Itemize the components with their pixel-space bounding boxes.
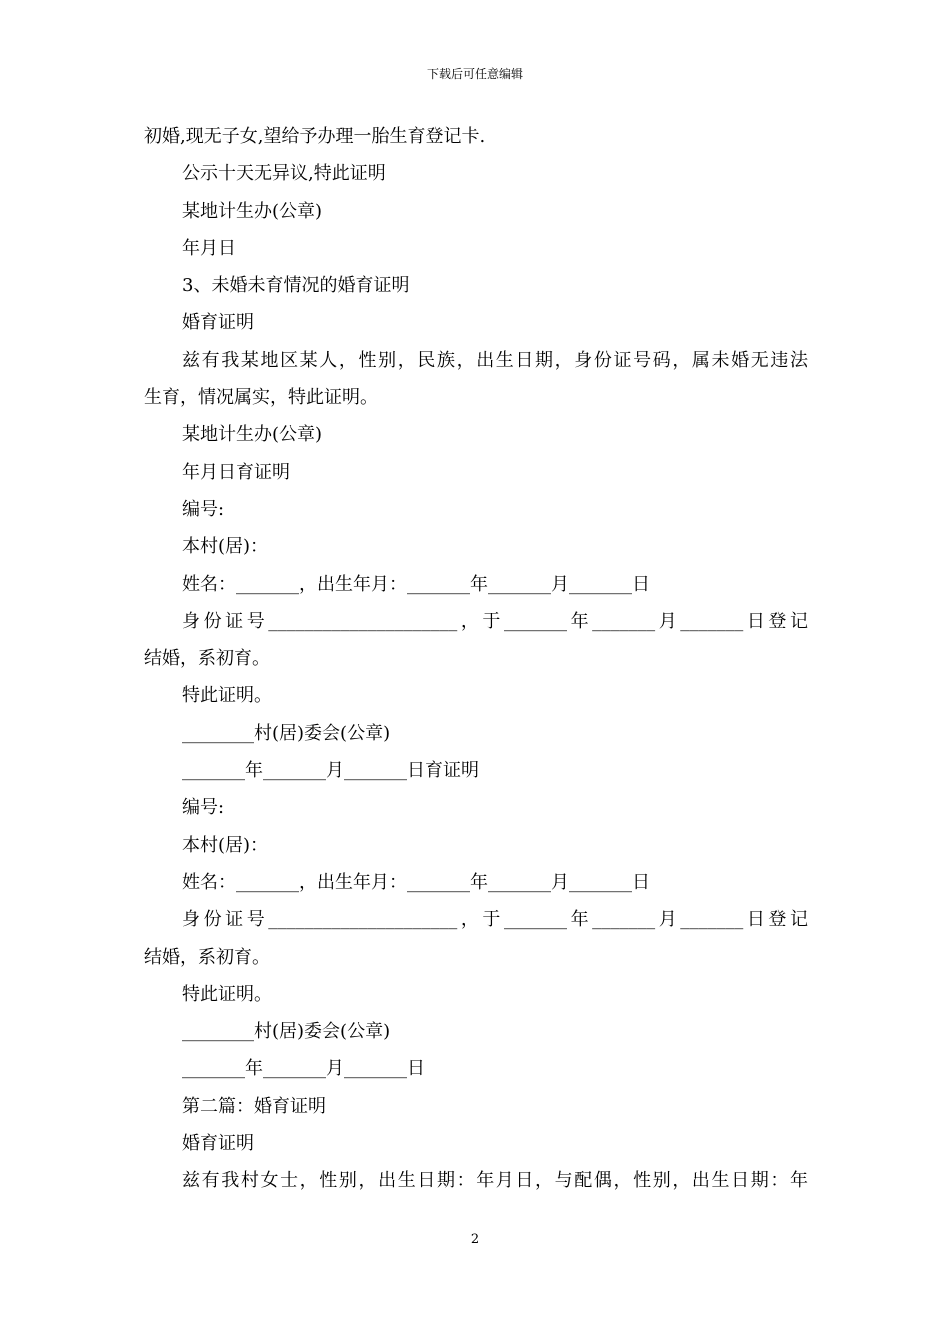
- text-line: 兹有我村女士，性别，出生日期：年月日，与配偶，性别，出生日期：年: [182, 1170, 808, 1192]
- form-line: ________村(居)委会(公章): [182, 1021, 391, 1043]
- text-line: 某地计生办(公章): [182, 200, 323, 222]
- text-line: 生育，情况属实，特此证明。: [144, 387, 378, 409]
- form-line: 姓名：_______，出生年月：_______年_______月_______日: [182, 871, 650, 893]
- text-line: 结婚，系初育。: [144, 946, 270, 968]
- text-line: 婚育证明: [182, 312, 254, 334]
- page-header: 下载后可任意编辑: [426, 67, 523, 81]
- text-line: 某地计生办(公章): [182, 424, 323, 446]
- text-line: 年月日: [182, 237, 236, 259]
- text-line: 特此证明。: [182, 685, 272, 707]
- document-body: [144, 118, 808, 1200]
- form-line: _______年_______月_______日育证明: [182, 760, 479, 782]
- text-line: 年月日育证明: [182, 461, 290, 483]
- section-heading: 第二篇：婚育证明: [182, 1095, 326, 1117]
- text-line: 初婚,现无子女,望给予办理一胎生育登记卡.: [144, 126, 486, 147]
- text-line: 编号:: [182, 498, 225, 520]
- form-line: 身份证号_____________________，于_______年_______月_______日登记: [182, 610, 808, 632]
- text-line: 兹有我某地区某人，性别，民族，出生日期，身份证号码，属未婚无违法: [182, 349, 808, 371]
- page-number: 2: [470, 1232, 480, 1247]
- text-line: 公示十天无异议,特此证明: [182, 163, 386, 185]
- text-line: 婚育证明: [182, 1133, 254, 1155]
- text-line: 本村(居)：: [182, 834, 269, 856]
- text-line: 结婚，系初育。: [144, 648, 270, 670]
- form-line: ________村(居)委会(公章): [182, 722, 391, 744]
- text-line: 编号:: [182, 797, 225, 819]
- text-line: 特此证明。: [182, 983, 272, 1005]
- form-line: 姓名：_______，出生年月：_______年_______月_______日: [182, 573, 650, 595]
- section-heading: 3、未婚未育情况的婚育证明: [182, 275, 410, 297]
- form-line: 身份证号_____________________，于_______年_______月_______日登记: [182, 909, 808, 931]
- text-line: 本村(居)：: [182, 536, 269, 558]
- form-line: _______年_______月_______日: [182, 1058, 425, 1080]
